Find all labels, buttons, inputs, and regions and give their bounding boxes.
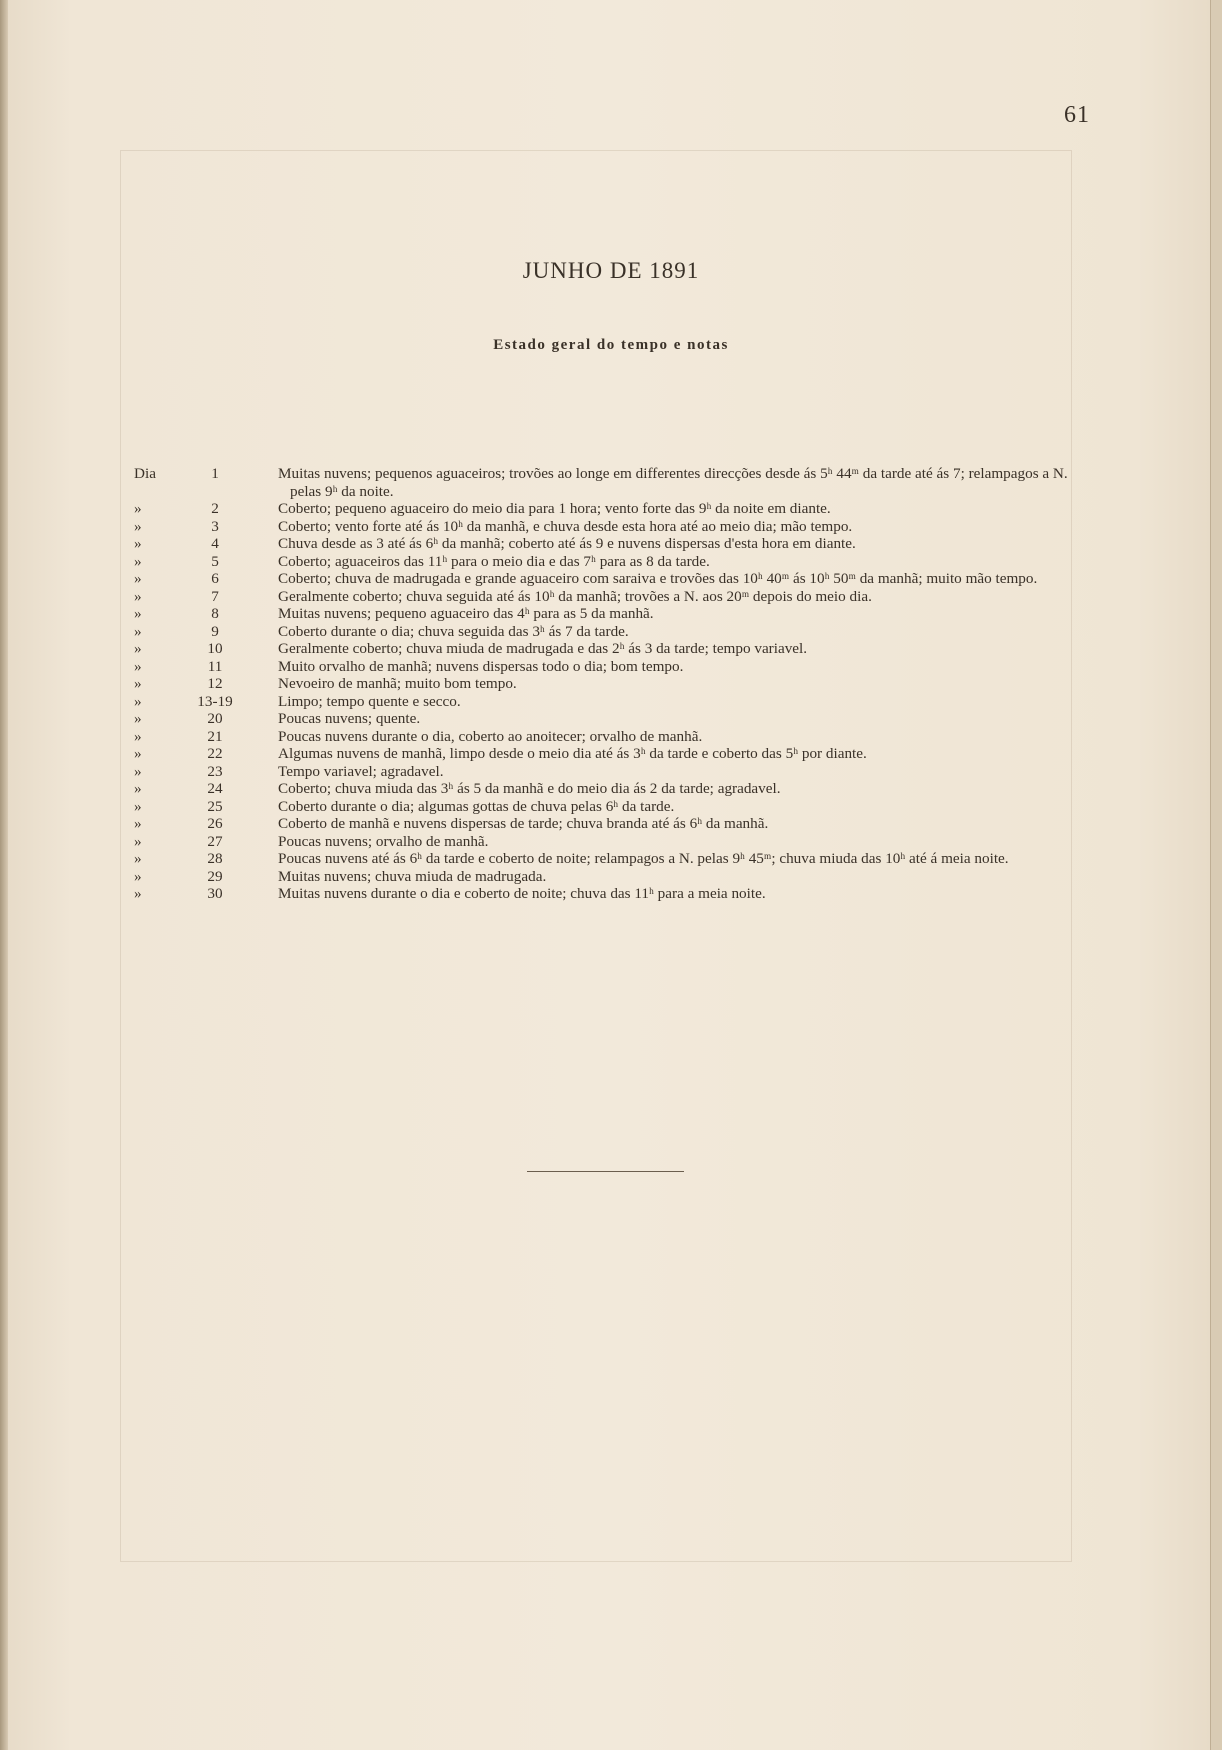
weather-note: Poucas nuvens até ás 6ʰ da tarde e coberto de noite; relampagos a N. pelas 9ʰ 45ᵐ; chuva miuda das 10ʰ até á meia noite. [278, 850, 1009, 867]
ditto-mark: » [134, 605, 142, 622]
weather-note: Poucas nuvens; orvalho de manhã. [278, 832, 489, 850]
weather-note: Muito orvalho de manhã; nuvens dispersas todo o dia; bom tempo. [278, 657, 684, 675]
ditto-mark: » [134, 745, 142, 762]
weather-note: Muitas nuvens; chuva miuda de madrugada. [278, 867, 547, 885]
weather-note: Coberto; pequeno aguaceiro do meio dia para 1 hora; vento forte das 9ʰ da noite em diante. [278, 500, 831, 517]
day-number: 11 [207, 657, 223, 675]
ditto-mark: » [134, 780, 142, 797]
list-item [0, 780, 1222, 798]
ditto-mark: » [134, 587, 142, 605]
weather-note: Geralmente coberto; chuva miuda de madrugada e das 2ʰ ás 3 da tarde; tempo variavel. [278, 640, 808, 657]
ditto-mark: » [134, 570, 142, 587]
day-number: 30 [207, 885, 223, 902]
ditto-mark: » [134, 640, 142, 657]
list-item [0, 588, 1222, 606]
list-item [0, 763, 1222, 781]
day-number: 25 [207, 797, 223, 815]
ditto-mark: » [134, 517, 142, 535]
list-item [0, 605, 1222, 623]
day-number: 5 [211, 552, 219, 570]
ditto-mark: Dia [134, 465, 156, 482]
weather-note: Coberto; aguaceiros das 11ʰ para o meio dia e das 7ʰ para as 8 da tarde. [278, 552, 710, 570]
list-item [0, 745, 1222, 763]
weather-note: Muitas nuvens; pequeno aguaceiro das 4ʰ para as 5 da manhã. [278, 605, 654, 622]
day-number: 6 [211, 570, 219, 587]
day-number: 24 [207, 780, 223, 797]
list-item [0, 518, 1222, 536]
ditto-mark: » [134, 727, 142, 745]
ditto-mark: » [134, 622, 142, 640]
day-number: 26 [207, 815, 223, 832]
list-item [0, 465, 1222, 500]
list-item [0, 885, 1222, 903]
page-subtitle: Estado geral do tempo e notas [493, 337, 729, 353]
ditto-mark: » [134, 815, 142, 832]
day-number: 20 [207, 710, 223, 727]
list-item [0, 798, 1222, 816]
ditto-mark: » [134, 885, 142, 902]
weather-note: Limpo; tempo quente e secco. [278, 692, 461, 710]
weather-notes-list [0, 465, 1222, 903]
list-item [0, 710, 1222, 728]
weather-note: Nevoeiro de manhã; muito bom tempo. [278, 675, 517, 692]
ditto-mark: » [134, 867, 142, 885]
weather-note: Muitas nuvens durante o dia e coberto de noite; chuva das 11ʰ para a meia noite. [278, 885, 766, 902]
list-item [0, 553, 1222, 571]
day-number: 4 [211, 535, 219, 552]
day-number: 13-19 [197, 692, 233, 710]
ditto-mark: » [134, 675, 142, 692]
day-number: 21 [207, 727, 223, 745]
list-item [0, 833, 1222, 851]
page-number: 61 [1064, 102, 1090, 128]
weather-note: Coberto; vento forte até ás 10ʰ da manhã, e chuva desde esta hora até ao meio dia; mão tempo. [278, 517, 853, 535]
day-number: 28 [207, 850, 223, 867]
weather-note: Poucas nuvens durante o dia, coberto ao anoitecer; orvalho de manhã. [278, 727, 703, 745]
closing-rule [527, 1171, 684, 1172]
list-item [0, 815, 1222, 833]
weather-note: Poucas nuvens; quente. [278, 710, 421, 727]
day-number: 22 [207, 745, 223, 762]
ditto-mark: » [134, 832, 142, 850]
page-title: JUNHO DE 1891 [522, 258, 700, 283]
ditto-mark: » [134, 552, 142, 570]
weather-note: Algumas nuvens de manhã, limpo desde o meio dia até ás 3ʰ da tarde e coberto das 5ʰ por diante. [278, 745, 867, 762]
weather-note: Chuva desde as 3 até ás 6ʰ da manhã; coberto até ás 9 e nuvens dispersas d'esta hora em diante. [278, 535, 856, 552]
list-item [0, 500, 1222, 518]
ditto-mark: » [134, 710, 142, 727]
weather-note: Coberto durante o dia; algumas gottas de chuva pelas 6ʰ da tarde. [278, 797, 675, 815]
list-item [0, 675, 1222, 693]
weather-note: Coberto; chuva miuda das 3ʰ ás 5 da manhã e do meio dia ás 2 da tarde; agradavel. [278, 780, 781, 797]
list-item [0, 693, 1222, 711]
ditto-mark: » [134, 850, 142, 867]
list-item [0, 728, 1222, 746]
day-number: 23 [207, 762, 223, 780]
day-number: 12 [207, 675, 223, 692]
list-item [0, 570, 1222, 588]
weather-note: Tempo variavel; agradavel. [278, 762, 444, 780]
ditto-mark: » [134, 692, 142, 710]
weather-note: Geralmente coberto; chuva seguida até ás 10ʰ da manhã; trovões a N. aos 20ᵐ depois do meio dia. [278, 587, 872, 605]
ditto-mark: » [134, 500, 142, 517]
ditto-mark: » [134, 657, 142, 675]
list-item [0, 658, 1222, 676]
list-item [0, 535, 1222, 553]
day-number: 9 [211, 622, 219, 640]
weather-note: Coberto durante o dia; chuva seguida das 3ʰ ás 7 da tarde. [278, 622, 629, 640]
day-number: 27 [207, 832, 223, 850]
ditto-mark: » [134, 535, 142, 552]
day-number: 7 [211, 587, 219, 605]
day-number: 10 [207, 640, 223, 657]
weather-note: Coberto; chuva de madrugada e grande aguaceiro com saraiva e trovões das 10ʰ 40ᵐ ás 10ʰ 50ᵐ da manhã; muito mão tempo. [278, 570, 1038, 587]
day-number: 3 [211, 517, 219, 535]
day-number: 1 [211, 465, 219, 482]
day-number: 2 [211, 500, 219, 517]
ditto-mark: » [134, 797, 142, 815]
list-item [0, 868, 1222, 886]
day-number: 8 [211, 605, 219, 622]
list-item [0, 850, 1222, 868]
weather-note: Coberto de manhã e nuvens dispersas de tarde; chuva branda até ás 6ʰ da manhã. [278, 815, 769, 832]
list-item [0, 623, 1222, 641]
ditto-mark: » [134, 762, 142, 780]
weather-note: Muitas nuvens; pequenos aguaceiros; trovões ao longe em differentes direcções desde ás 5ʰ 44ᵐ da tarde até ás 7; relampagos a N. pelas 9ʰ da noite. [278, 465, 1068, 500]
list-item [0, 640, 1222, 658]
day-number: 29 [207, 867, 223, 885]
